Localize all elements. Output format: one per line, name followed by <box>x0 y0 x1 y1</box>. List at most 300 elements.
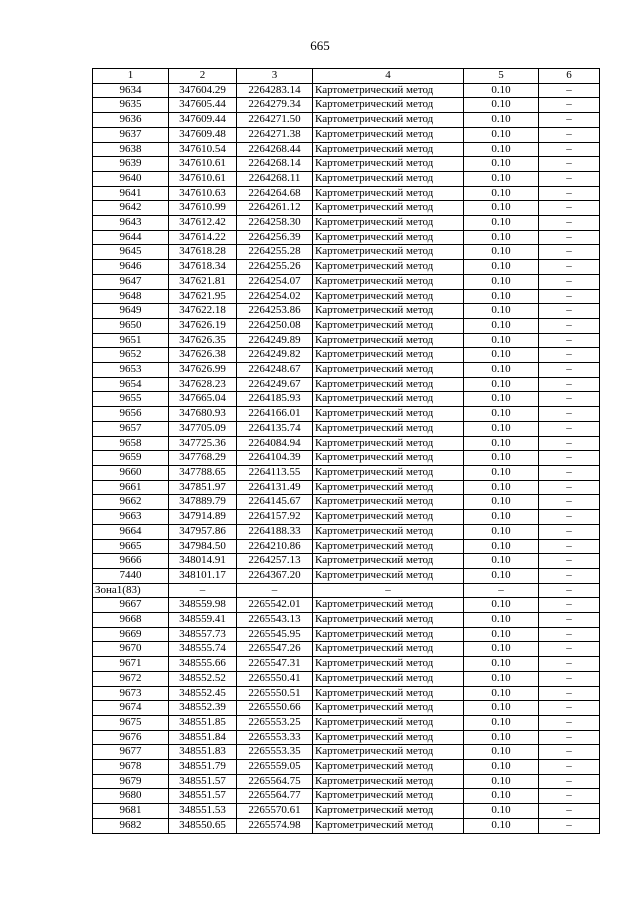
cell-x-coordinate: 347609.44 <box>169 113 237 128</box>
cell-y-coordinate: 2265542.01 <box>237 598 313 613</box>
table-row <box>93 113 600 128</box>
table-row <box>93 142 600 157</box>
cell-accuracy: 0.10 <box>464 701 539 716</box>
cell-y-coordinate: 2265553.35 <box>237 745 313 760</box>
cell-method: Картометрический метод <box>313 377 464 392</box>
table-row <box>93 510 600 525</box>
cell-note: – <box>539 113 600 128</box>
cell-x-coordinate: 347604.29 <box>169 83 237 98</box>
cell-x-coordinate: 348551.84 <box>169 730 237 745</box>
cell-note: – <box>539 333 600 348</box>
cell-note: – <box>539 686 600 701</box>
cell-method: Картометрический метод <box>313 789 464 804</box>
cell-point-number: 9669 <box>93 627 169 642</box>
cell-x-coordinate: 347610.61 <box>169 171 237 186</box>
cell-y-coordinate: 2264131.49 <box>237 480 313 495</box>
cell-accuracy: 0.10 <box>464 407 539 422</box>
cell-accuracy: 0.10 <box>464 598 539 613</box>
cell-method: Картометрический метод <box>313 289 464 304</box>
cell-x-coordinate: 348555.74 <box>169 642 237 657</box>
cell-accuracy: 0.10 <box>464 260 539 275</box>
header-col-3: 3 <box>237 69 313 84</box>
cell-y-coordinate: 2264249.67 <box>237 377 313 392</box>
table-row <box>93 260 600 275</box>
cell-method: Картометрический метод <box>313 304 464 319</box>
cell-point-number: 9637 <box>93 127 169 142</box>
cell-point-number: 9655 <box>93 392 169 407</box>
cell-x-coordinate: 348551.53 <box>169 804 237 819</box>
cell-method: Картометрический метод <box>313 524 464 539</box>
cell-y-coordinate: 2265564.75 <box>237 774 313 789</box>
cell-point-number: 9652 <box>93 348 169 363</box>
cell-y-coordinate: 2264256.39 <box>237 230 313 245</box>
table-row <box>93 201 600 216</box>
table-body <box>93 83 600 833</box>
cell-accuracy: 0.10 <box>464 421 539 436</box>
cell-method: Картометрический метод <box>313 98 464 113</box>
cell-note: – <box>539 451 600 466</box>
table-row <box>93 407 600 422</box>
cell-accuracy: 0.10 <box>464 451 539 466</box>
cell-x-coordinate: 347605.44 <box>169 98 237 113</box>
cell-note: – <box>539 216 600 231</box>
cell-y-coordinate: 2264249.82 <box>237 348 313 363</box>
cell-y-coordinate: 2264157.92 <box>237 510 313 525</box>
cell-y-coordinate: – <box>237 583 313 598</box>
cell-point-number: 9645 <box>93 245 169 260</box>
cell-y-coordinate: 2264254.07 <box>237 274 313 289</box>
cell-accuracy: 0.10 <box>464 686 539 701</box>
cell-x-coordinate: 348552.52 <box>169 671 237 686</box>
cell-note: – <box>539 657 600 672</box>
cell-note: – <box>539 230 600 245</box>
cell-x-coordinate: 347914.89 <box>169 510 237 525</box>
cell-x-coordinate: 347610.61 <box>169 157 237 172</box>
cell-x-coordinate: 348559.98 <box>169 598 237 613</box>
table-row <box>93 715 600 730</box>
cell-method: Картометрический метод <box>313 554 464 569</box>
cell-method: Картометрический метод <box>313 480 464 495</box>
table-row <box>93 171 600 186</box>
cell-x-coordinate: 347626.99 <box>169 363 237 378</box>
header-row <box>93 69 600 84</box>
cell-y-coordinate: 2265553.25 <box>237 715 313 730</box>
cell-x-coordinate: 348552.45 <box>169 686 237 701</box>
cell-point-number: 9671 <box>93 657 169 672</box>
cell-method: Картометрический метод <box>313 657 464 672</box>
cell-y-coordinate: 2264367.20 <box>237 568 313 583</box>
cell-x-coordinate: 348557.73 <box>169 627 237 642</box>
cell-x-coordinate: 348550.65 <box>169 818 237 833</box>
cell-note: – <box>539 377 600 392</box>
cell-point-number: 9643 <box>93 216 169 231</box>
cell-y-coordinate: 2264253.86 <box>237 304 313 319</box>
cell-point-number: 9648 <box>93 289 169 304</box>
table-row <box>93 730 600 745</box>
table-row <box>93 642 600 657</box>
cell-x-coordinate: 347957.86 <box>169 524 237 539</box>
table-row <box>93 289 600 304</box>
table-row <box>93 657 600 672</box>
table-row <box>93 157 600 172</box>
cell-y-coordinate: 2265545.95 <box>237 627 313 642</box>
cell-note: – <box>539 436 600 451</box>
cell-accuracy: 0.10 <box>464 671 539 686</box>
cell-point-number: 9679 <box>93 774 169 789</box>
cell-x-coordinate: 348551.83 <box>169 745 237 760</box>
cell-point-number: 9682 <box>93 818 169 833</box>
cell-method: Картометрический метод <box>313 260 464 275</box>
cell-point-number: 9674 <box>93 701 169 716</box>
cell-y-coordinate: 2265547.26 <box>237 642 313 657</box>
cell-method: Картометрический метод <box>313 157 464 172</box>
cell-y-coordinate: 2264135.74 <box>237 421 313 436</box>
cell-note: – <box>539 127 600 142</box>
cell-point-number: 9660 <box>93 465 169 480</box>
cell-y-coordinate: 2265550.51 <box>237 686 313 701</box>
cell-note: – <box>539 260 600 275</box>
cell-x-coordinate: 347725.36 <box>169 436 237 451</box>
cell-y-coordinate: 2264271.38 <box>237 127 313 142</box>
cell-accuracy: 0.10 <box>464 627 539 642</box>
cell-point-number: 9653 <box>93 363 169 378</box>
cell-point-number: 9680 <box>93 789 169 804</box>
cell-point-number: 9663 <box>93 510 169 525</box>
cell-x-coordinate: – <box>169 583 237 598</box>
cell-method: Картометрический метод <box>313 818 464 833</box>
cell-method: Картометрический метод <box>313 495 464 510</box>
cell-note: – <box>539 627 600 642</box>
cell-y-coordinate: 2264257.13 <box>237 554 313 569</box>
cell-accuracy: 0.10 <box>464 568 539 583</box>
cell-method: Картометрический метод <box>313 392 464 407</box>
cell-note: – <box>539 568 600 583</box>
cell-y-coordinate: 2264104.39 <box>237 451 313 466</box>
cell-method: Картометрический метод <box>313 230 464 245</box>
table-row <box>93 818 600 833</box>
cell-method: Картометрический метод <box>313 613 464 628</box>
cell-y-coordinate: 2265574.98 <box>237 818 313 833</box>
cell-method: Картометрический метод <box>313 333 464 348</box>
table-row <box>93 465 600 480</box>
cell-method: Картометрический метод <box>313 318 464 333</box>
cell-y-coordinate: 2264113.55 <box>237 465 313 480</box>
cell-point-number: 9641 <box>93 186 169 201</box>
cell-accuracy: 0.10 <box>464 745 539 760</box>
table-row <box>93 598 600 613</box>
cell-point-number: 9650 <box>93 318 169 333</box>
table-row <box>93 774 600 789</box>
cell-x-coordinate: 348551.85 <box>169 715 237 730</box>
table-row <box>93 613 600 628</box>
table-row <box>93 583 600 598</box>
cell-point-number: 9672 <box>93 671 169 686</box>
cell-method: Картометрический метод <box>313 686 464 701</box>
cell-point-number: 9646 <box>93 260 169 275</box>
table-row <box>93 671 600 686</box>
cell-note: – <box>539 318 600 333</box>
table-row <box>93 789 600 804</box>
cell-accuracy: 0.10 <box>464 539 539 554</box>
cell-note: – <box>539 818 600 833</box>
cell-method: Картометрический метод <box>313 701 464 716</box>
cell-note: – <box>539 407 600 422</box>
cell-accuracy: 0.10 <box>464 495 539 510</box>
cell-x-coordinate: 347768.29 <box>169 451 237 466</box>
cell-y-coordinate: 2264084.94 <box>237 436 313 451</box>
cell-note: – <box>539 171 600 186</box>
cell-note: – <box>539 289 600 304</box>
cell-accuracy: 0.10 <box>464 157 539 172</box>
cell-accuracy: 0.10 <box>464 480 539 495</box>
cell-note: – <box>539 348 600 363</box>
table-row <box>93 98 600 113</box>
cell-point-number: 9647 <box>93 274 169 289</box>
cell-point-number: 9659 <box>93 451 169 466</box>
cell-x-coordinate: 348559.41 <box>169 613 237 628</box>
cell-accuracy: 0.10 <box>464 392 539 407</box>
table-row <box>93 216 600 231</box>
cell-method: Картометрический метод <box>313 760 464 775</box>
table-row <box>93 392 600 407</box>
cell-method: Картометрический метод <box>313 465 464 480</box>
table-row <box>93 348 600 363</box>
table-row <box>93 451 600 466</box>
cell-note: – <box>539 730 600 745</box>
cell-accuracy: 0.10 <box>464 789 539 804</box>
cell-y-coordinate: 2265564.77 <box>237 789 313 804</box>
cell-x-coordinate: 347618.28 <box>169 245 237 260</box>
cell-x-coordinate: 348551.79 <box>169 760 237 775</box>
cell-x-coordinate: 347622.18 <box>169 304 237 319</box>
cell-method: Картометрический метод <box>313 142 464 157</box>
cell-y-coordinate: 2265550.66 <box>237 701 313 716</box>
cell-accuracy: 0.10 <box>464 318 539 333</box>
table-row <box>93 627 600 642</box>
cell-point-number: 9661 <box>93 480 169 495</box>
cell-note: – <box>539 98 600 113</box>
cell-accuracy: 0.10 <box>464 201 539 216</box>
cell-y-coordinate: 2264258.30 <box>237 216 313 231</box>
cell-x-coordinate: 347788.65 <box>169 465 237 480</box>
header-col-4: 4 <box>313 69 464 84</box>
cell-accuracy: 0.10 <box>464 613 539 628</box>
table-row <box>93 436 600 451</box>
table-row <box>93 83 600 98</box>
cell-y-coordinate: 2264261.12 <box>237 201 313 216</box>
cell-point-number: 9667 <box>93 598 169 613</box>
table-row <box>93 377 600 392</box>
cell-method: Картометрический метод <box>313 598 464 613</box>
cell-y-coordinate: 2264166.01 <box>237 407 313 422</box>
cell-x-coordinate: 347614.22 <box>169 230 237 245</box>
cell-point-number: 9651 <box>93 333 169 348</box>
cell-note: – <box>539 421 600 436</box>
cell-note: – <box>539 304 600 319</box>
table-row <box>93 745 600 760</box>
cell-x-coordinate: 347680.93 <box>169 407 237 422</box>
cell-x-coordinate: 347609.48 <box>169 127 237 142</box>
cell-note: – <box>539 495 600 510</box>
header-col-6: 6 <box>539 69 600 84</box>
table-row <box>93 524 600 539</box>
cell-x-coordinate: 348555.66 <box>169 657 237 672</box>
cell-accuracy: 0.10 <box>464 289 539 304</box>
table-row <box>93 363 600 378</box>
cell-point-number: 9634 <box>93 83 169 98</box>
cell-note: – <box>539 613 600 628</box>
cell-x-coordinate: 347626.38 <box>169 348 237 363</box>
cell-accuracy: 0.10 <box>464 510 539 525</box>
table-row <box>93 760 600 775</box>
cell-method: Картометрический метод <box>313 421 464 436</box>
cell-accuracy: 0.10 <box>464 465 539 480</box>
cell-method: Картометрический метод <box>313 745 464 760</box>
cell-x-coordinate: 347705.09 <box>169 421 237 436</box>
cell-point-number: 9670 <box>93 642 169 657</box>
cell-point-number: 9658 <box>93 436 169 451</box>
cell-note: – <box>539 671 600 686</box>
cell-method: Картометрический метод <box>313 348 464 363</box>
cell-y-coordinate: 2265550.41 <box>237 671 313 686</box>
cell-point-number: 9635 <box>93 98 169 113</box>
cell-point-number: 9640 <box>93 171 169 186</box>
table-row <box>93 804 600 819</box>
cell-accuracy: 0.10 <box>464 774 539 789</box>
cell-x-coordinate: 347610.54 <box>169 142 237 157</box>
cell-accuracy: 0.10 <box>464 377 539 392</box>
cell-x-coordinate: 347610.99 <box>169 201 237 216</box>
header-col-1: 1 <box>93 69 169 84</box>
cell-method: Картометрический метод <box>313 730 464 745</box>
cell-accuracy: 0.10 <box>464 348 539 363</box>
cell-accuracy: 0.10 <box>464 760 539 775</box>
cell-y-coordinate: 2265570.61 <box>237 804 313 819</box>
table-row <box>93 245 600 260</box>
cell-x-coordinate: 347889.79 <box>169 495 237 510</box>
cell-x-coordinate: 347621.81 <box>169 274 237 289</box>
cell-point-number: 9673 <box>93 686 169 701</box>
cell-accuracy: 0.10 <box>464 171 539 186</box>
cell-accuracy: 0.10 <box>464 436 539 451</box>
cell-point-number: 9677 <box>93 745 169 760</box>
cell-note: – <box>539 774 600 789</box>
cell-y-coordinate: 2264185.93 <box>237 392 313 407</box>
cell-x-coordinate: 347626.35 <box>169 333 237 348</box>
header-col-5: 5 <box>464 69 539 84</box>
cell-note: – <box>539 539 600 554</box>
table-header <box>93 69 600 84</box>
cell-note: – <box>539 715 600 730</box>
cell-note: – <box>539 524 600 539</box>
cell-note: – <box>539 804 600 819</box>
cell-point-number: 9636 <box>93 113 169 128</box>
cell-y-coordinate: 2265553.33 <box>237 730 313 745</box>
table-row <box>93 701 600 716</box>
cell-y-coordinate: 2264188.33 <box>237 524 313 539</box>
cell-note: – <box>539 186 600 201</box>
cell-note: – <box>539 274 600 289</box>
table-row <box>93 230 600 245</box>
header-col-2: 2 <box>169 69 237 84</box>
cell-point-number: 9654 <box>93 377 169 392</box>
table-row <box>93 480 600 495</box>
cell-method: Картометрический метод <box>313 715 464 730</box>
cell-accuracy: 0.10 <box>464 657 539 672</box>
table-row <box>93 686 600 701</box>
cell-x-coordinate: 347618.34 <box>169 260 237 275</box>
cell-point-number: 9675 <box>93 715 169 730</box>
cell-y-coordinate: 2264264.68 <box>237 186 313 201</box>
cell-y-coordinate: 2265543.13 <box>237 613 313 628</box>
cell-accuracy: 0.10 <box>464 142 539 157</box>
cell-accuracy: 0.10 <box>464 127 539 142</box>
table-row <box>93 127 600 142</box>
cell-accuracy: 0.10 <box>464 363 539 378</box>
cell-point-number: 9678 <box>93 760 169 775</box>
table-row <box>93 495 600 510</box>
coordinates-table <box>92 68 600 834</box>
cell-note: – <box>539 598 600 613</box>
cell-y-coordinate: 2264250.08 <box>237 318 313 333</box>
cell-method: Картометрический метод <box>313 642 464 657</box>
cell-method: Картометрический метод <box>313 171 464 186</box>
cell-method: Картометрический метод <box>313 113 464 128</box>
cell-y-coordinate: 2264249.89 <box>237 333 313 348</box>
cell-method: Картометрический метод <box>313 539 464 554</box>
cell-accuracy: 0.10 <box>464 230 539 245</box>
cell-x-coordinate: 347851.97 <box>169 480 237 495</box>
cell-y-coordinate: 2264279.34 <box>237 98 313 113</box>
cell-point-number: 9639 <box>93 157 169 172</box>
cell-accuracy: 0.10 <box>464 524 539 539</box>
cell-accuracy: 0.10 <box>464 245 539 260</box>
cell-note: – <box>539 760 600 775</box>
cell-point-number: 9665 <box>93 539 169 554</box>
cell-y-coordinate: 2264271.50 <box>237 113 313 128</box>
cell-method: Картометрический метод <box>313 201 464 216</box>
cell-point-number: 9649 <box>93 304 169 319</box>
cell-accuracy: 0.10 <box>464 804 539 819</box>
cell-point-number: 9638 <box>93 142 169 157</box>
cell-x-coordinate: 347621.95 <box>169 289 237 304</box>
cell-point-number: 9642 <box>93 201 169 216</box>
cell-x-coordinate: 348014.91 <box>169 554 237 569</box>
cell-method: Картометрический метод <box>313 407 464 422</box>
cell-method: Картометрический метод <box>313 245 464 260</box>
cell-x-coordinate: 348551.57 <box>169 789 237 804</box>
cell-accuracy: 0.10 <box>464 642 539 657</box>
cell-accuracy: 0.10 <box>464 333 539 348</box>
cell-y-coordinate: 2264248.67 <box>237 363 313 378</box>
cell-note: – <box>539 701 600 716</box>
cell-x-coordinate: 348552.39 <box>169 701 237 716</box>
cell-note: – <box>539 142 600 157</box>
cell-accuracy: 0.10 <box>464 554 539 569</box>
cell-point-number: 9681 <box>93 804 169 819</box>
cell-point-number: 9666 <box>93 554 169 569</box>
cell-x-coordinate: 347612.42 <box>169 216 237 231</box>
cell-note: – <box>539 363 600 378</box>
cell-accuracy: 0.10 <box>464 818 539 833</box>
cell-point-number: 7440 <box>93 568 169 583</box>
cell-accuracy: 0.10 <box>464 216 539 231</box>
cell-method: Картометрический метод <box>313 216 464 231</box>
cell-accuracy: 0.10 <box>464 274 539 289</box>
cell-note: – <box>539 642 600 657</box>
cell-method: Картометрический метод <box>313 83 464 98</box>
cell-y-coordinate: 2264210.86 <box>237 539 313 554</box>
